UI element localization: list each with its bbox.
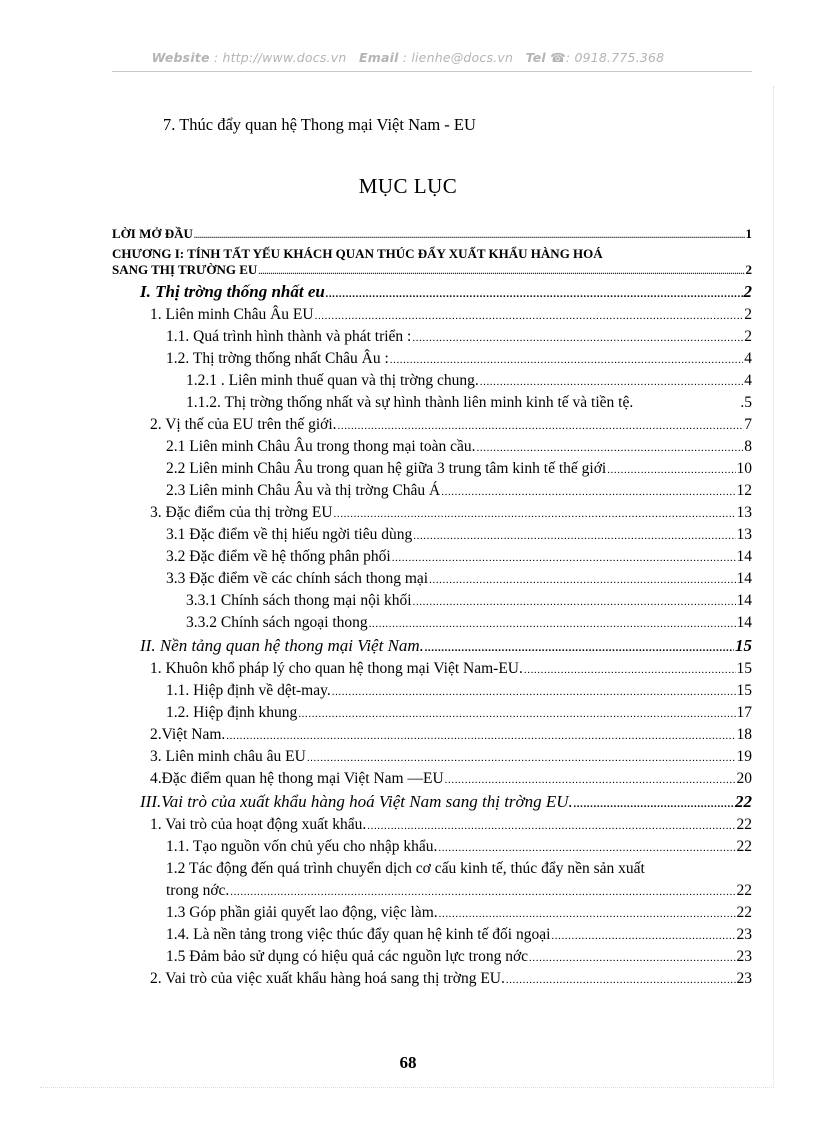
toc-entry[interactable]: 1.1.2. Thị trờng thống nhất và sự hình thành liên minh kinh tế và tiền tệ. .5	[186, 394, 752, 411]
toc-entry[interactable]: trong nớc. ..... 22	[112, 878, 752, 900]
toc-entry[interactable]: 4.Đặc điểm quan hệ thong mại Việt Nam —EU ..... 20	[112, 766, 752, 788]
toc-entry[interactable]: 3.2 Đặc điểm về hệ thống phân phối ..... 14	[112, 544, 752, 566]
toc-entry[interactable]: 3. Đặc điểm của thị trờng EU ..... 13	[112, 500, 752, 522]
page-border-right	[773, 86, 774, 1086]
toc-entry[interactable]: LỜI MỞ ĐẦU ..... 1	[112, 226, 752, 242]
toc-entry[interactable]: 2.2 Liên minh Châu Âu trong quan hệ giữa 3 trung tâm kinh tế thế giới ..... 10	[112, 456, 752, 478]
page-number: 68	[399, 1053, 417, 1072]
toc-entry[interactable]: 1. Vai trò của hoạt động xuất khẩu. ..... 22	[112, 812, 752, 834]
toc-entry[interactable]: 2.Việt Nam. ..... 18	[112, 722, 752, 744]
toc-entry[interactable]: 3.3.1 Chính sách thong mại nội khối ..... 14	[112, 588, 752, 610]
toc-entry[interactable]: 1.2. Hiệp định khung ..... 17	[112, 700, 752, 722]
toc-entry[interactable]: 1.1. Tạo nguồn vốn chủ yếu cho nhập khẩu. ..... 22	[112, 834, 752, 856]
toc-entry[interactable]: 2.1 Liên minh Châu Âu trong thong mại toàn cầu. ..... 8	[112, 434, 752, 456]
email-label: Email	[358, 50, 399, 65]
toc-entry[interactable]: 2.3 Liên minh Châu Âu và thị trờng Châu Á ..... 12	[112, 478, 752, 500]
toc-entry[interactable]: 1.4. Là nền tảng trong việc thúc đẩy quan hệ kinh tế đối ngoại ..... 23	[112, 922, 752, 944]
toc-entry[interactable]: 2. Vị thế của EU trên thế giới. ..... 7	[112, 412, 752, 434]
toc-entry[interactable]: 1. Khuôn khổ pháp lý cho quan hệ thong mại Việt Nam-EU. ..... 15	[112, 656, 752, 678]
toc-entry[interactable]: 3.3 Đặc điểm về các chính sách thong mại ..... 14	[112, 566, 752, 588]
toc-entry[interactable]: II. Nền tảng quan hệ thong mại Việt Nam. ..... 15	[112, 632, 752, 656]
page-title: MỤC LỤC	[358, 174, 458, 198]
toc-entry[interactable]: 1.2. Thị trờng thống nhất Châu Âu : ..... 4	[112, 346, 752, 368]
table-of-contents	[112, 226, 752, 988]
toc-entry[interactable]: 3.3.2 Chính sách ngoại thong ..... 14	[112, 610, 752, 632]
tel-value: : 0918.775.368	[565, 50, 665, 65]
toc-entry[interactable]: 1.5 Đảm bảo sử dụng có hiệu quả các nguồn lực trong nớc ..... 23	[112, 944, 752, 966]
toc-entry[interactable]: 3. Liên minh châu âu EU ..... 19	[112, 744, 752, 766]
toc-entry[interactable]: CHƯƠNG I: TÍNH TẤT YẾU KHÁCH QUAN THÚC ĐẨY XUẤT KHẨU HÀNG HOÁ	[112, 246, 603, 261]
toc-entry[interactable]: SANG THỊ TRƯỜNG EU ..... 2	[112, 262, 752, 278]
toc-entry[interactable]: III.Vai trò của xuất khẩu hàng hoá Việt Nam sang thị trờng EU. ..... 22	[112, 788, 752, 812]
phone-icon: ☎	[550, 50, 566, 65]
toc-entry[interactable]: I. Thị trờng thống nhất eu ..... 2	[112, 278, 752, 302]
toc-entry[interactable]: 1.1. Hiệp định về dệt-may. ..... 15	[112, 678, 752, 700]
tel-label: Tel	[525, 50, 546, 65]
page-border-bottom	[40, 1087, 774, 1088]
email-value: : lienhe@docs.vn	[402, 50, 514, 65]
website-label: Website	[151, 50, 210, 65]
toc-entry[interactable]: 1.3 Góp phần giải quyết lao động, việc làm. ..... 22	[112, 900, 752, 922]
toc-entry[interactable]: 3.1 Đặc điểm về thị hiếu ngời tiêu dùng ..... 13	[112, 522, 752, 544]
intro-line: 7. Thúc đẩy quan hệ Thong mại Việt Nam - EU	[163, 115, 476, 134]
toc-entry[interactable]: 1.2.1 . Liên minh thuế quan và thị trờng chung. ..... 4	[112, 368, 752, 390]
page-header	[0, 50, 816, 65]
website-value: : http://www.docs.vn	[213, 50, 347, 65]
header-divider	[112, 71, 752, 72]
toc-entry[interactable]: 1.2 Tác động đến quá trình chuyển dịch cơ cấu kinh tế, thúc đẩy nền sản xuất	[166, 860, 645, 877]
toc-entry[interactable]: 2. Vai trò của việc xuất khẩu hàng hoá sang thị trờng EU. ..... 23	[112, 966, 752, 988]
toc-entry[interactable]: 1.1. Quá trình hình thành và phát triển : ..... 2	[112, 324, 752, 346]
toc-entry[interactable]: 1. Liên minh Châu Âu EU ..... 2	[112, 302, 752, 324]
